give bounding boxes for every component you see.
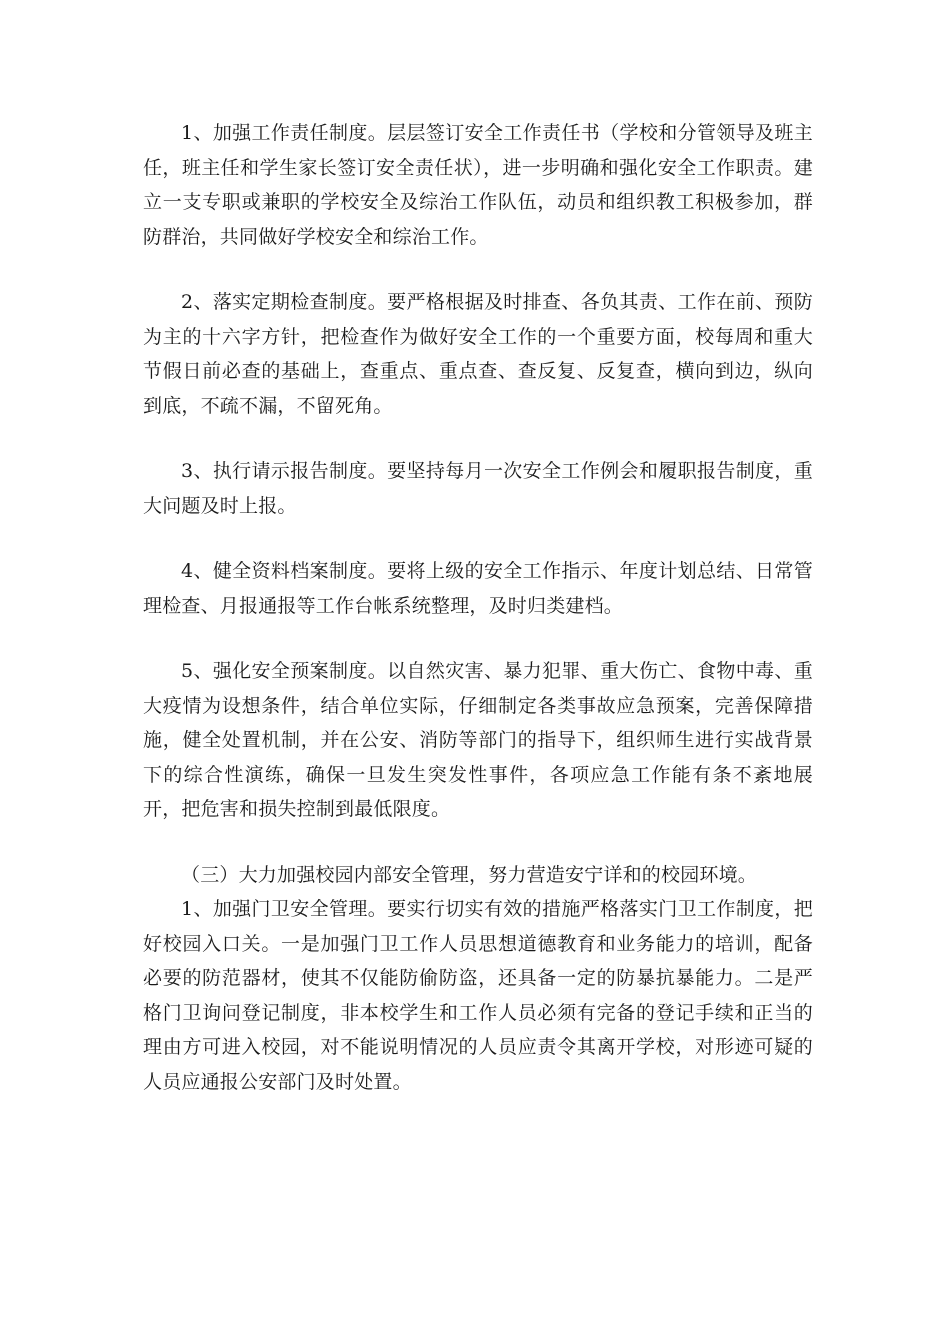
paragraph-work-responsibility: 1、加强工作责任制度。层层签订安全工作责任书（学校和分管领导及班主任，班主任和学生家长签订安全责任状），进一步明确和强化安全工作职责。建立一支专职或兼职的学校安全及综治工作队伍，动员和组织教工积极参加，群防群治，共同做好学校安全和综治工作。 [143, 122, 813, 248]
paragraph-gate-security: 1、加强门卫安全管理。要实行切实有效的措施严格落实门卫工作制度，把好校园入口关。一是加强门卫工作人员思想道德教育和业务能力的培训，配备必要的防范器材，使其不仅能防偷防盗，还具备一定的防暴抗暴能力。二是严格门卫询问登记制度，非本校学生和工作人员必须有完备的登记手续和正当的理由方可进入校园，对不能说明情况的人员应责令其离开学校，对形迹可疑的人员应通报公安部门及时处置。 [143, 898, 813, 1093]
paragraph-reporting: 3、执行请示报告制度。要坚持每月一次安全工作例会和履职报告制度，重大问题及时上报。 [143, 460, 813, 517]
paragraph-archives: 4、健全资料档案制度。要将上级的安全工作指示、年度计划总结、日常管理检查、月报通报等工作台帐系统整理，及时归类建档。 [143, 560, 813, 617]
paragraph-emergency-plan: 5、强化安全预案制度。以自然灾害、暴力犯罪、重大伤亡、食物中毒、重大疫情为设想条件，结合单位实际，仔细制定各类事故应急预案，完善保障措施，健全处置机制，并在公安、消防等部门的指导下，组织师生进行实战背景下的综合性演练，确保一旦发生突发性事件，各项应急工作能有条不紊地展开，把危害和损失控制到最低限度。 [143, 660, 813, 820]
paragraph-periodic-inspection: 2、落实定期检查制度。要严格根据及时排查、各负其责、工作在前、预防为主的十六字方针，把检查作为做好安全工作的一个重要方面，校每周和重大节假日前必查的基础上，查重点、重点查、查反复、反复查，横向到边，纵向到底，不疏不漏，不留死角。 [143, 291, 813, 417]
document-page [143, 116, 813, 1099]
section-heading-campus-safety: （三）大力加强校园内部安全管理，努力营造安宁详和的校园环境。 [181, 863, 758, 886]
